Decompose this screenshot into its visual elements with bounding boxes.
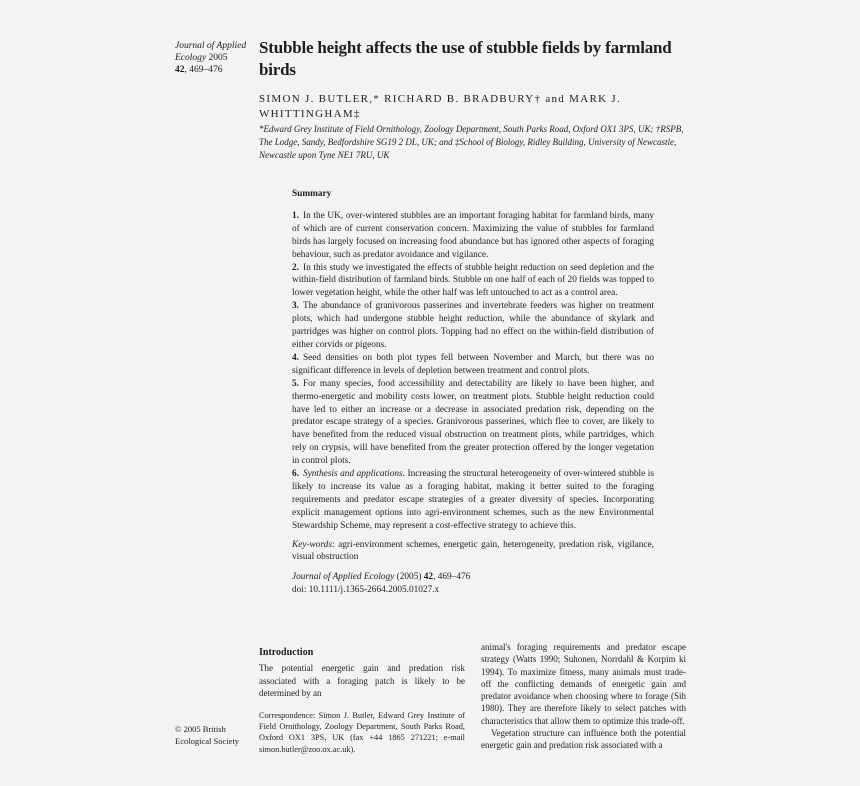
- item-number: 6.: [292, 469, 299, 480]
- item-number: 4.: [292, 352, 299, 363]
- summary-item: [292, 352, 654, 378]
- citation-volume: 42: [423, 572, 434, 583]
- item-number: 5.: [292, 378, 299, 389]
- citation-pages: , 469–476: [433, 572, 471, 583]
- item-text: For many species, food accessibility and detectability are likely to have been higher, and thermo-energetic and mobility costs lower, on treatment plots. Stubble height reduction could have led to either an increase or a decrease in associated predation risk, depending on the predator escape strategy of a species. Granivorous passerines, which flee to cover, are likely to have benefited from the reduced visual obstruction on treatment plots, while partridges, which rely on crypsis, will have benefited from the greater protection offered by the longer vegetation in control plots.: [292, 378, 654, 467]
- introduction-heading: Introduction: [259, 647, 314, 658]
- item-text: In this study we investigated the effects of stubble height reduction on seed depletion and the within-field distribution of farmland birds. Stubble on one half of each of 20 fields was topped to lower vegetation height, while the other half was left untouched to act as a control area.: [292, 262, 654, 299]
- citation-journal: Journal of Applied Ecology: [292, 572, 395, 583]
- summary-item: [292, 378, 654, 468]
- keywords-text: : agri-environment schemes, energetic gain, heterogeneity, predation risk, vigilance, visual obstruction: [292, 539, 654, 563]
- item-text: Seed densities on both plot types fell between November and March, but there was no significant difference in levels of depletion between treatment and control plots.: [292, 352, 654, 376]
- doi: doi: 10.1111/j.1365-2664.2005.01027.x: [292, 585, 440, 596]
- item-text: The abundance of granivorous passerines and invertebrate feeders was higher on treatment plots, which had undergone stubble height reduction, while the abundance of skylark and partridges was higher on control plots. Topping had no effect on the within-field distribution of either corvids or pigeons.: [292, 301, 654, 350]
- keywords-label: Key-words: [292, 539, 332, 550]
- summary-item: [292, 300, 654, 352]
- correspondence-note: Correspondence: Simon J. Butler, Edward Grey Institute of Field Ornithology, Zoology Department, South Parks Road, Oxford OX1 3PS, UK (fax +44 1865 271221; e-mail simon.butler@zoo.ox.ac.uk).: [259, 711, 465, 754]
- summary-section: [292, 188, 654, 597]
- item-number: 1.: [292, 210, 299, 221]
- article-title: Stubble height affects the use of stubble fields by farmland birds: [259, 38, 672, 79]
- summary-item: [292, 262, 654, 301]
- citation-year: (2005): [394, 572, 424, 583]
- item-text: In the UK, over-wintered stubbles are an important foraging habitat for farmland birds, many of which are of current conservation concern. Maximizing the value of stubbles for farmland birds has largely focused on increasing food abundance but has ignored other aspects of foraging behaviour, such as predator avoidance and vigilance.: [292, 210, 654, 260]
- item-number: 3.: [292, 301, 299, 312]
- journal-reference: [175, 40, 255, 76]
- paragraph: animal's foraging requirements and predator escape strategy (Watts 1990; Suhonen, Norrdahl & Korpim ki 1994). To maximize fitness, many animals must trade-off the conflicting demands of energetic gain and predator avoidance when choosing where to forage (Sih 1980). They are therefore likely to select patches with characteristics that allow them to optimize this trade-off.: [481, 642, 686, 726]
- summary-item: [292, 210, 654, 262]
- journal-name: Journal of Applied Ecology: [175, 41, 247, 63]
- affiliations: *Edward Grey Institute of Field Ornithology, Zoology Department, South Parks Road, Oxford OX1 3PS, UK; †RSPB, The Lodge, Sandy, Bedfordshire SG19 2 DL, UK; and ‡School of Biology, Ridley Building, University of Newcastle, Newcastle upon Tyne NE1 7RU, UK: [259, 124, 684, 160]
- introduction-column-2: [481, 641, 686, 752]
- summary-heading: Summary: [292, 189, 332, 199]
- introduction-column-1: The potential energetic gain and predation risk associated with a foraging patch is likely to be determined by an: [259, 663, 465, 698]
- journal-volume: 42: [175, 65, 185, 75]
- summary-item: [292, 468, 654, 533]
- journal-pages: , 469–476: [184, 65, 223, 75]
- paragraph: Vegetation structure can influence both the potential energetic gain and predation risk associated with a: [481, 728, 686, 751]
- citation: [292, 571, 654, 597]
- journal-year: 2005: [208, 53, 228, 63]
- copyright-notice: © 2005 British Ecological Society: [175, 724, 239, 746]
- item-lead: Synthesis and applications: [302, 469, 403, 480]
- item-text: . Increasing the structural heterogeneity of over-wintered stubble is likely to increase its value as a foraging habitat, making it better suited to the foraging requirements and predator escape strategies of a greater diversity of species. Incorporating explicit management options into agri-environment schemes, such as the new Environmental Stewardship Scheme, may represent a cost-effective strategy to achieve this.: [292, 469, 654, 531]
- item-number: 2.: [292, 262, 299, 273]
- author-list: SIMON J. BUTLER,* RICHARD B. BRADBURY† and MARK J. WHITTINGHAM‡: [259, 93, 622, 120]
- keywords: [292, 539, 654, 565]
